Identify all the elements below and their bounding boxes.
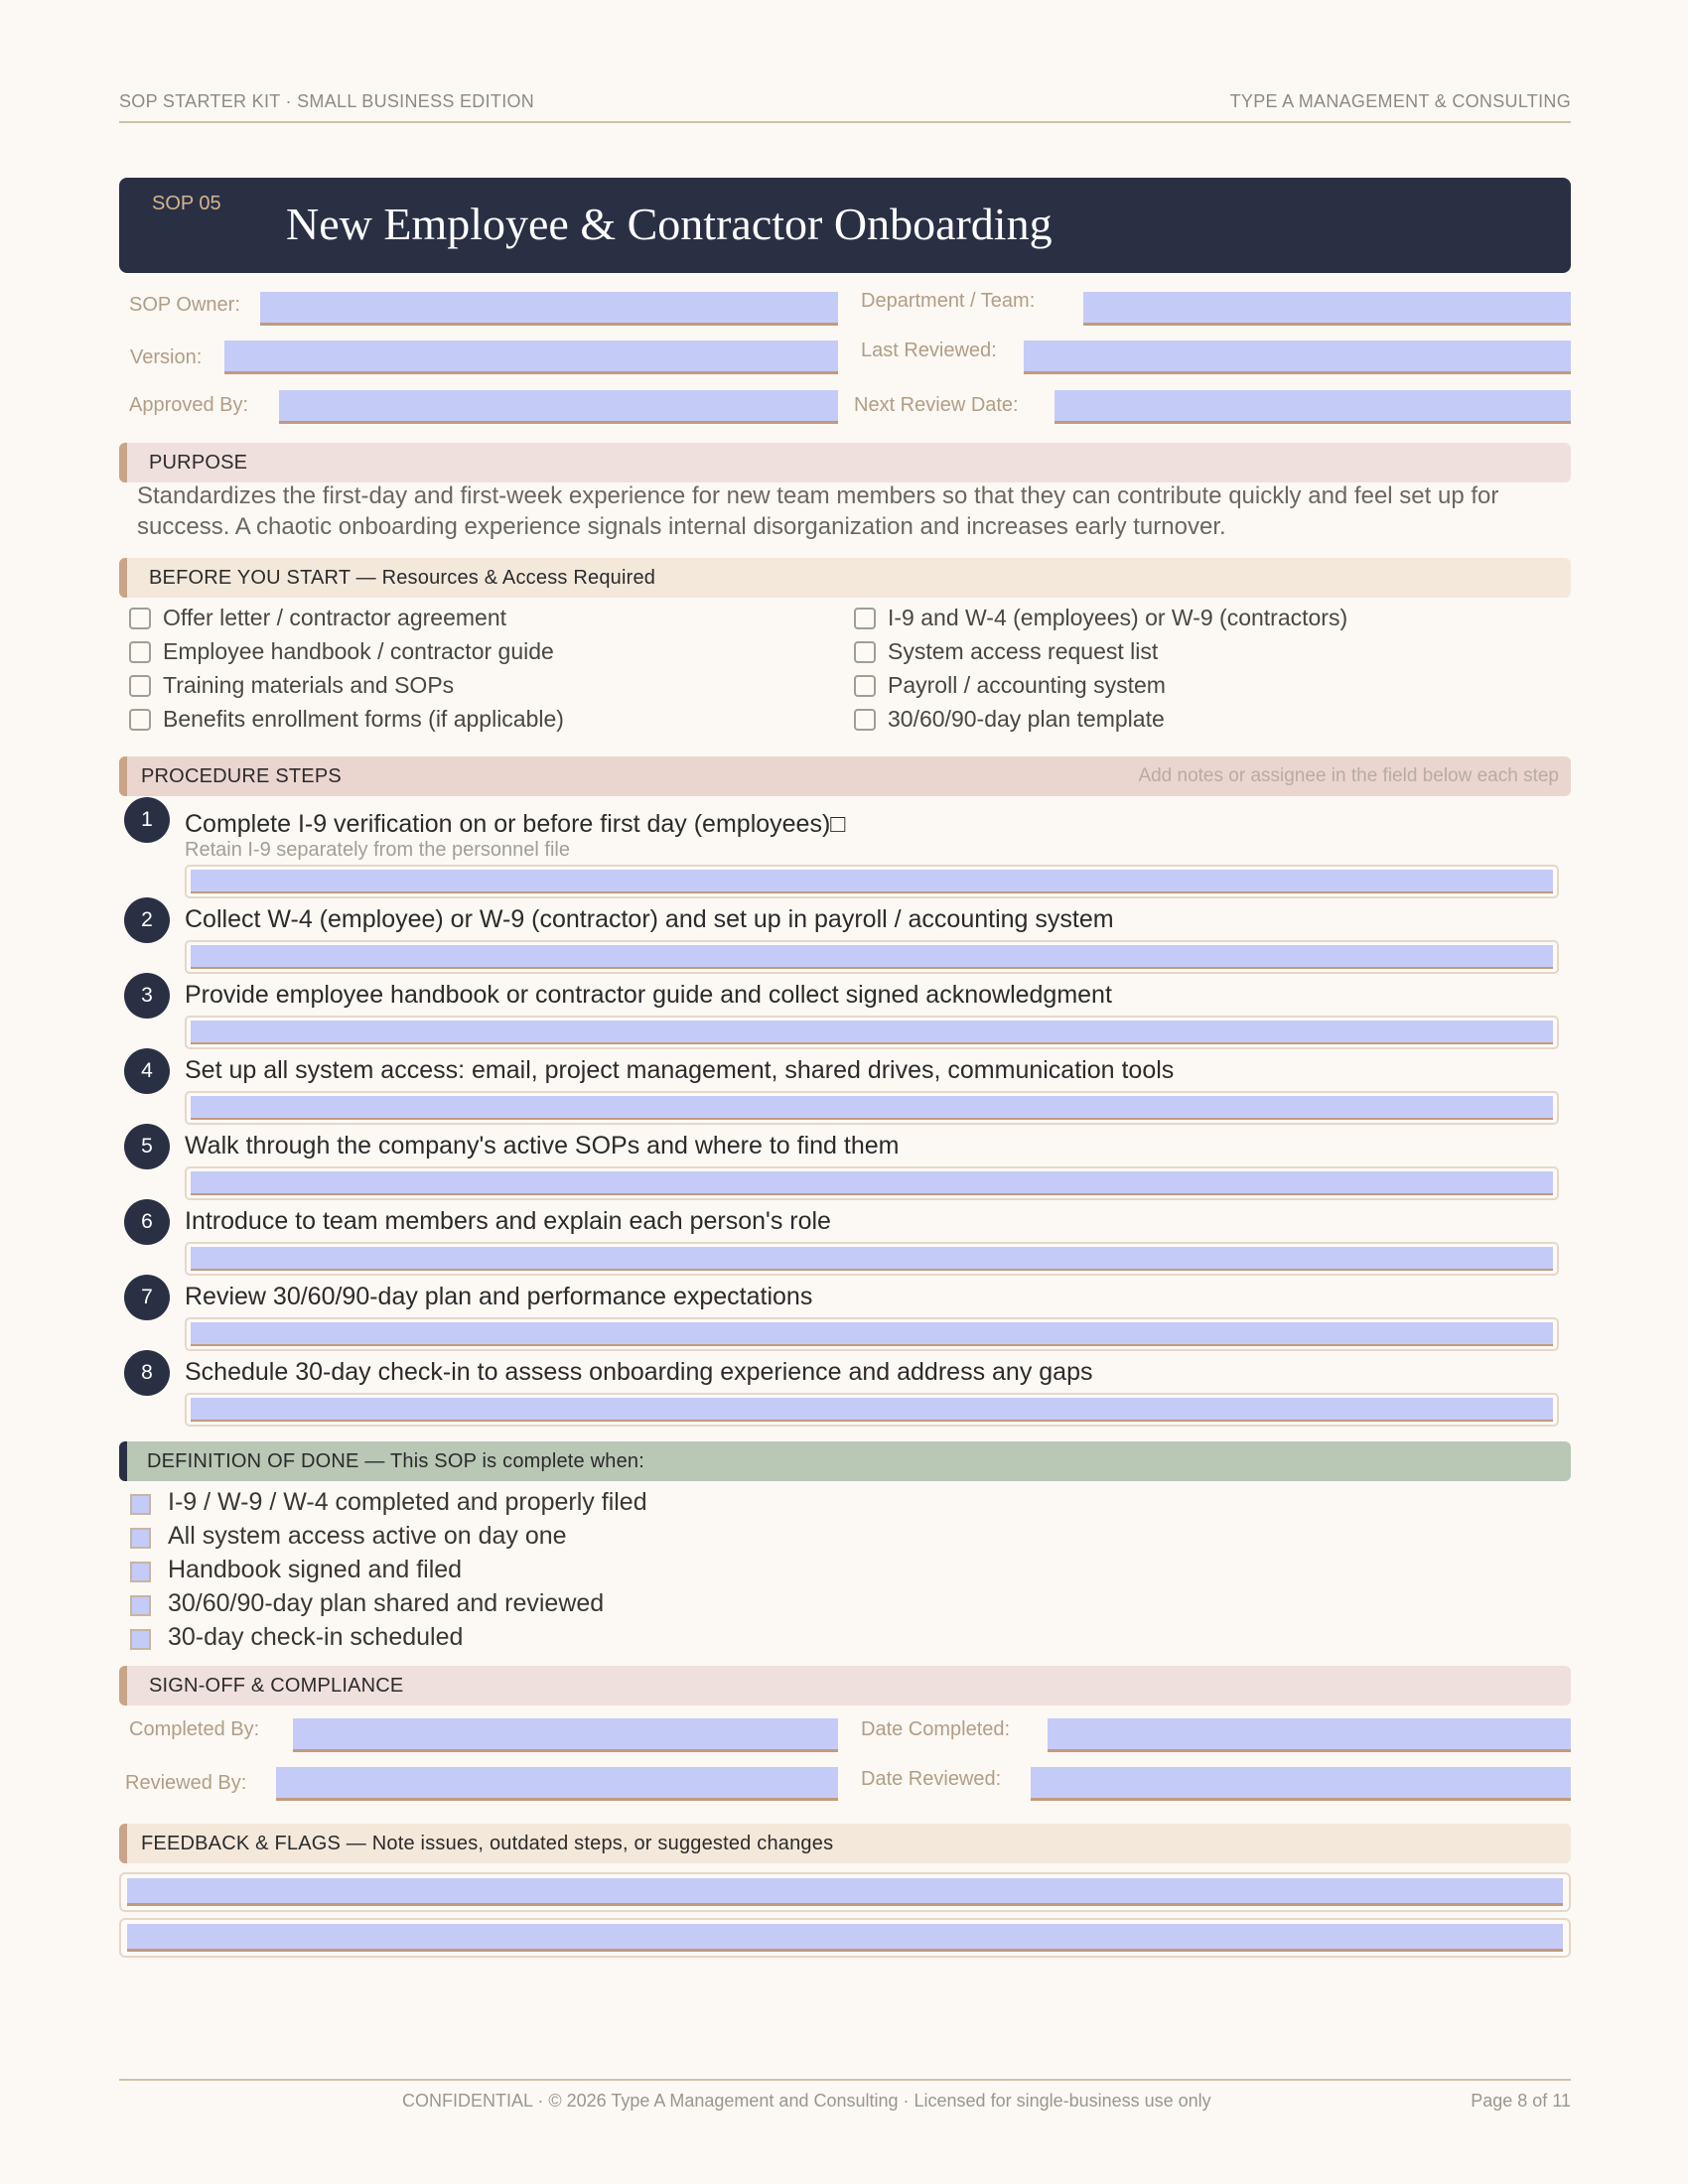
date-completed-label: Date Completed: bbox=[861, 1718, 1011, 1740]
step-notes-field[interactable] bbox=[185, 1393, 1559, 1427]
step-number: 2 bbox=[124, 897, 170, 943]
resource-label: 30/60/90-day plan template bbox=[888, 706, 1165, 732]
step-text: Introduce to team members and explain each person's role bbox=[185, 1207, 831, 1235]
version-field[interactable] bbox=[224, 341, 838, 374]
checkbox[interactable] bbox=[854, 608, 876, 629]
feedback-field-2[interactable] bbox=[119, 1918, 1571, 1958]
feedback-header bbox=[119, 1824, 1571, 1863]
checkbox[interactable] bbox=[129, 608, 151, 629]
step-notes-field[interactable] bbox=[185, 865, 1559, 898]
purpose-heading: PURPOSE bbox=[149, 452, 248, 474]
version-label: Version: bbox=[130, 346, 203, 368]
step-notes-input[interactable] bbox=[191, 870, 1553, 893]
resource-label: System access request list bbox=[888, 638, 1159, 664]
footer-notice: CONFIDENTIAL · © 2026 Type A Management and Consulting · Licensed for single-business use only bbox=[402, 2091, 1211, 2111]
done-label: Handbook signed and filed bbox=[168, 1556, 463, 1583]
checkbox[interactable] bbox=[130, 1528, 151, 1549]
checkbox[interactable] bbox=[854, 675, 876, 697]
step-notes-input[interactable] bbox=[191, 1247, 1553, 1271]
step-text: Review 30/60/90-day plan and performance expectations bbox=[185, 1283, 813, 1310]
step-number: 4 bbox=[124, 1048, 170, 1094]
department-label: Department / Team: bbox=[861, 290, 1036, 312]
sop-owner-field[interactable] bbox=[260, 292, 838, 326]
step-number: 5 bbox=[124, 1124, 170, 1169]
step-notes-field[interactable] bbox=[185, 1166, 1559, 1200]
title-banner bbox=[119, 178, 1571, 273]
approved-by-label: Approved By: bbox=[129, 394, 249, 416]
done-header bbox=[119, 1441, 1571, 1481]
step-text: Collect W-4 (employee) or W-9 (contractor) and set up in payroll / accounting system bbox=[185, 905, 1114, 933]
procedure-heading: PROCEDURE STEPS bbox=[141, 765, 342, 787]
step-number: 8 bbox=[124, 1350, 170, 1396]
resource-label: Training materials and SOPs bbox=[163, 672, 455, 698]
last-reviewed-label: Last Reviewed: bbox=[861, 340, 997, 361]
step-number: 6 bbox=[124, 1199, 170, 1245]
checkbox[interactable] bbox=[129, 641, 151, 663]
department-field[interactable] bbox=[1083, 292, 1571, 326]
done-label: 30-day check-in scheduled bbox=[168, 1623, 464, 1651]
step-notes-input[interactable] bbox=[191, 1171, 1553, 1195]
step-subtext: Retain I-9 separately from the personnel file bbox=[185, 839, 570, 861]
step-text: Provide employee handbook or contractor guide and collect signed acknowledgment bbox=[185, 981, 1112, 1009]
step-number: 3 bbox=[124, 973, 170, 1019]
next-review-label: Next Review Date: bbox=[854, 394, 1019, 416]
feedback-field-1[interactable] bbox=[119, 1872, 1571, 1912]
purpose-text: Standardizes the first-day and first-week experience for new team members so that they can contribute quickly and feel set up for success. A chaotic onboarding experience signals internal disorganization and increases early turnover. bbox=[137, 482, 1499, 540]
done-heading: DEFINITION OF DONE — This SOP is complete when: bbox=[147, 1450, 645, 1472]
approved-by-field[interactable] bbox=[279, 390, 838, 424]
step-text: Complete I-9 verification on or before first day (employees)□ bbox=[185, 810, 846, 838]
resource-label: Payroll / accounting system bbox=[888, 672, 1166, 698]
page-title: New Employee & Contractor Onboarding bbox=[286, 199, 1053, 249]
resource-label: I-9 and W-4 (employees) or W-9 (contractors) bbox=[888, 605, 1348, 630]
date-completed-field[interactable] bbox=[1048, 1718, 1571, 1752]
header-right: TYPE A MANAGEMENT & CONSULTING bbox=[1229, 91, 1571, 111]
page-footer bbox=[119, 2079, 1571, 2118]
procedure-header bbox=[119, 756, 1571, 796]
checkbox[interactable] bbox=[130, 1562, 151, 1582]
reviewed-by-label: Reviewed By: bbox=[125, 1772, 247, 1794]
step-notes-field[interactable] bbox=[185, 1317, 1559, 1351]
before-start-header bbox=[119, 558, 1571, 598]
completed-by-label: Completed By: bbox=[129, 1718, 260, 1740]
step-text: Schedule 30-day check-in to assess onboarding experience and address any gaps bbox=[185, 1358, 1093, 1386]
feedback-input[interactable] bbox=[127, 1924, 1563, 1952]
header-left: SOP STARTER KIT · SMALL BUSINESS EDITION bbox=[119, 91, 535, 111]
page-number: Page 8 of 11 bbox=[1471, 2091, 1571, 2111]
sop-number: SOP 05 bbox=[152, 193, 221, 214]
step-notes-field[interactable] bbox=[185, 1016, 1559, 1049]
resource-label: Employee handbook / contractor guide bbox=[163, 638, 554, 664]
step-notes-input[interactable] bbox=[191, 1021, 1553, 1044]
step-notes-input[interactable] bbox=[191, 1096, 1553, 1120]
checkbox[interactable] bbox=[130, 1595, 151, 1616]
step-number: 1 bbox=[124, 797, 170, 843]
step-notes-field[interactable] bbox=[185, 1242, 1559, 1276]
checkbox[interactable] bbox=[854, 641, 876, 663]
date-reviewed-label: Date Reviewed: bbox=[861, 1768, 1002, 1790]
checkbox[interactable] bbox=[130, 1494, 151, 1515]
step-notes-input[interactable] bbox=[191, 945, 1553, 969]
signoff-heading: SIGN-OFF & COMPLIANCE bbox=[149, 1675, 404, 1697]
reviewed-by-field[interactable] bbox=[276, 1767, 838, 1801]
sop-owner-label: SOP Owner: bbox=[129, 294, 240, 316]
done-label: All system access active on day one bbox=[168, 1522, 567, 1550]
resource-label: Offer letter / contractor agreement bbox=[163, 605, 507, 630]
done-label: 30/60/90-day plan shared and reviewed bbox=[168, 1589, 605, 1617]
signoff-header bbox=[119, 1666, 1571, 1706]
completed-by-field[interactable] bbox=[293, 1718, 838, 1752]
next-review-field[interactable] bbox=[1055, 390, 1571, 424]
feedback-heading: FEEDBACK & FLAGS — Note issues, outdated steps, or suggested changes bbox=[141, 1833, 834, 1854]
step-text: Walk through the company's active SOPs and where to find them bbox=[185, 1132, 900, 1160]
feedback-input[interactable] bbox=[127, 1878, 1563, 1906]
running-header bbox=[119, 91, 1571, 123]
checkbox[interactable] bbox=[854, 709, 876, 731]
checkbox[interactable] bbox=[129, 709, 151, 731]
step-text: Set up all system access: email, project management, shared drives, communication tools bbox=[185, 1056, 1175, 1084]
step-notes-field[interactable] bbox=[185, 1091, 1559, 1125]
step-number: 7 bbox=[124, 1275, 170, 1320]
step-notes-input[interactable] bbox=[191, 1322, 1553, 1346]
step-notes-field[interactable] bbox=[185, 940, 1559, 974]
purpose-header bbox=[119, 443, 1571, 482]
checkbox[interactable] bbox=[130, 1629, 151, 1650]
checkbox[interactable] bbox=[129, 675, 151, 697]
resource-label: Benefits enrollment forms (if applicable) bbox=[163, 706, 564, 732]
procedure-hint: Add notes or assignee in the field below each step bbox=[1138, 765, 1559, 786]
step-notes-input[interactable] bbox=[191, 1398, 1553, 1422]
last-reviewed-field[interactable] bbox=[1024, 341, 1571, 374]
before-start-heading: BEFORE YOU START — Resources & Access Required bbox=[149, 567, 656, 589]
date-reviewed-field[interactable] bbox=[1031, 1767, 1571, 1801]
done-label: I-9 / W-9 / W-4 completed and properly filed bbox=[168, 1488, 647, 1516]
